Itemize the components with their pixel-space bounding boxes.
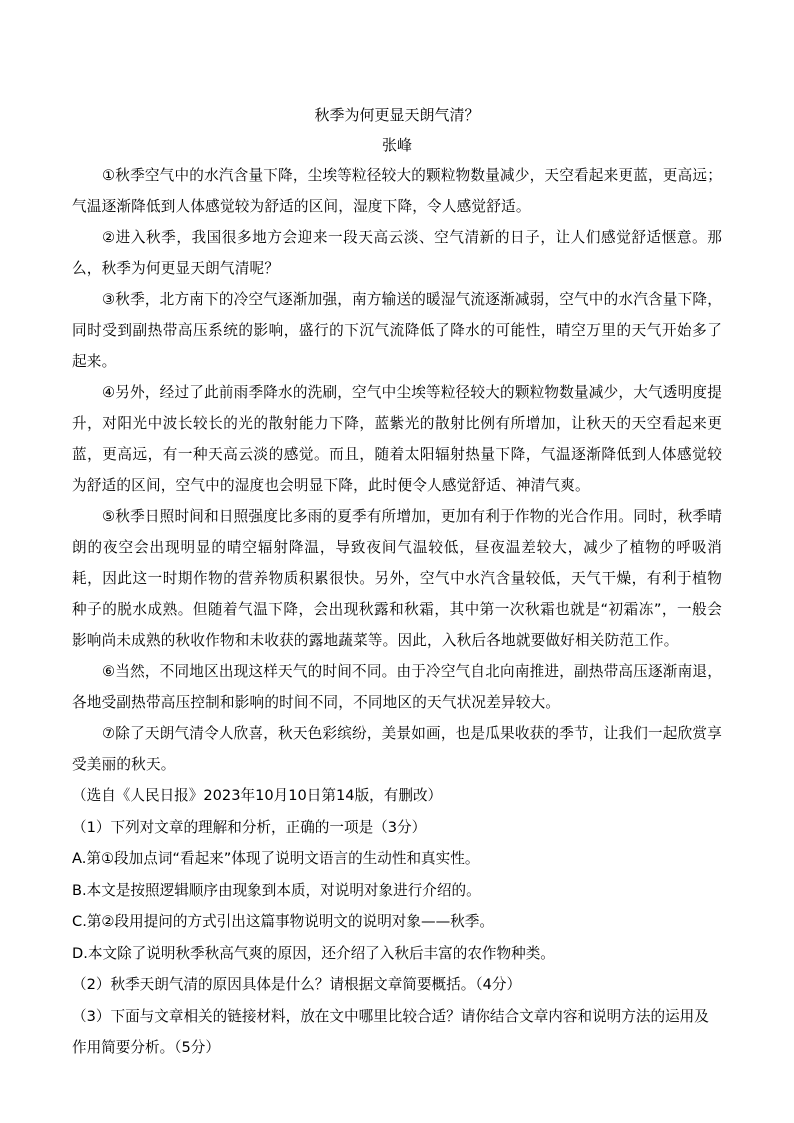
paragraph-7: ⑦除了天朗气清令人欣喜，秋天色彩缤纷，美景如画，也是瓜果收获的季节，让我们一起欣赏享受美丽的秋天。 — [72, 725, 722, 773]
question-1-option-b: B.本文是按照逻辑顺序由现象到本质，对说明对象进行介绍的。 — [72, 881, 481, 899]
paragraph-4: ④另外，经过了此前雨季降水的洗刷，空气中尘埃等粒径较大的颗粒物数量减少，大气透明度提升，对阳光中波长较长的光的散射能力下降，蓝紫光的散射比例有所增加，让秋天的天空看起来更蓝，更高远，有一种天高云淡的感觉。而且，随着太阳辐射热量下降，气温逐渐降低到人体感觉较为舒适的区间，空气中的湿度也会明显下降，此时便令人感觉舒适、神清气爽。 — [72, 384, 722, 494]
question-1-stem: （1）下列对文章的理解和分析，正确的一项是（3分） — [72, 818, 427, 836]
paragraph-2: ②进入秋季，我国很多地方会迎来一段天高云淡、空气清新的日子，让人们感觉舒适惬意。那么，秋季为何更显天朗气清呢？ — [72, 229, 722, 277]
paragraph-5: ⑤秋季日照时间和日照强度比多雨的夏季有所增加，更加有利于作物的光合作用。同时，秋季晴朗的夜空会出现明显的晴空辐射降温，导致夜间气温较低，昼夜温差较大，减少了植物的呼吸消耗，因此这一时期作物的营养物质积累很快。另外，空气中水汽含量较低，天气干燥，有利于植物种子的脱水成熟。但随着气温下降，会出现秋露和秋霜，其中第一次秋霜也就是“初霜冻”，一般会影响尚未成熟的秋收作物和未收获的露地蔬菜等。因此，入秋后各地就要做好相关防范工作。 — [72, 508, 722, 649]
article-author: 张峰 — [381, 136, 412, 154]
paragraph-3: ③秋季，北方南下的冷空气逐渐加强，南方输送的暖湿气流逐渐减弱，空气中的水汽含量下降，同时受到副热带高压系统的影响，盛行的下沉气流降低了降水的可能性，晴空万里的天气开始多了起来。 — [72, 291, 722, 370]
paragraph-6: ⑥当然，不同地区出现这样天气的时间不同。由于冷空气自北向南推进，副热带高压逐渐南退，各地受副热带高压控制和影响的时间不同，不同地区的天气状况差异较大。 — [72, 663, 722, 711]
question-3-stem: （3）下面与文章相关的链接材料，放在文中哪里比较合适？请你结合文章内容和说明方法的运用及作用简要分析。（5分） — [72, 1007, 709, 1056]
article-source: （选自《人民日报》2023年10月10日第14版，有删改） — [72, 787, 443, 804]
paragraph-1: ①秋季空气中的水汽含量下降，尘埃等粒径较大的颗粒物数量减少，天空看起来更蓝，更高远；气温逐渐降低到人体感觉较为舒适的区间，湿度下降，令人感觉舒适。 — [72, 167, 722, 215]
document-page — [72, 100, 722, 1064]
question-1-option-c: C.第②段用提问的方式引出这篇事物说明文的说明对象——秋季。 — [72, 913, 494, 930]
question-1-option-a: A.第①段加点词“看起来”体现了说明文语言的生动性和真实性。 — [72, 850, 480, 867]
article-title: 秋季为何更显天朗气清？ — [314, 106, 480, 124]
question-1-option-d: D.本文除了说明秋季秋高气爽的原因，还介绍了入秋后丰富的农作物种类。 — [72, 944, 555, 962]
question-2-stem: （2）秋季天朗气清的原因具体是什么？请根据文章简要概括。（4分） — [72, 976, 522, 993]
